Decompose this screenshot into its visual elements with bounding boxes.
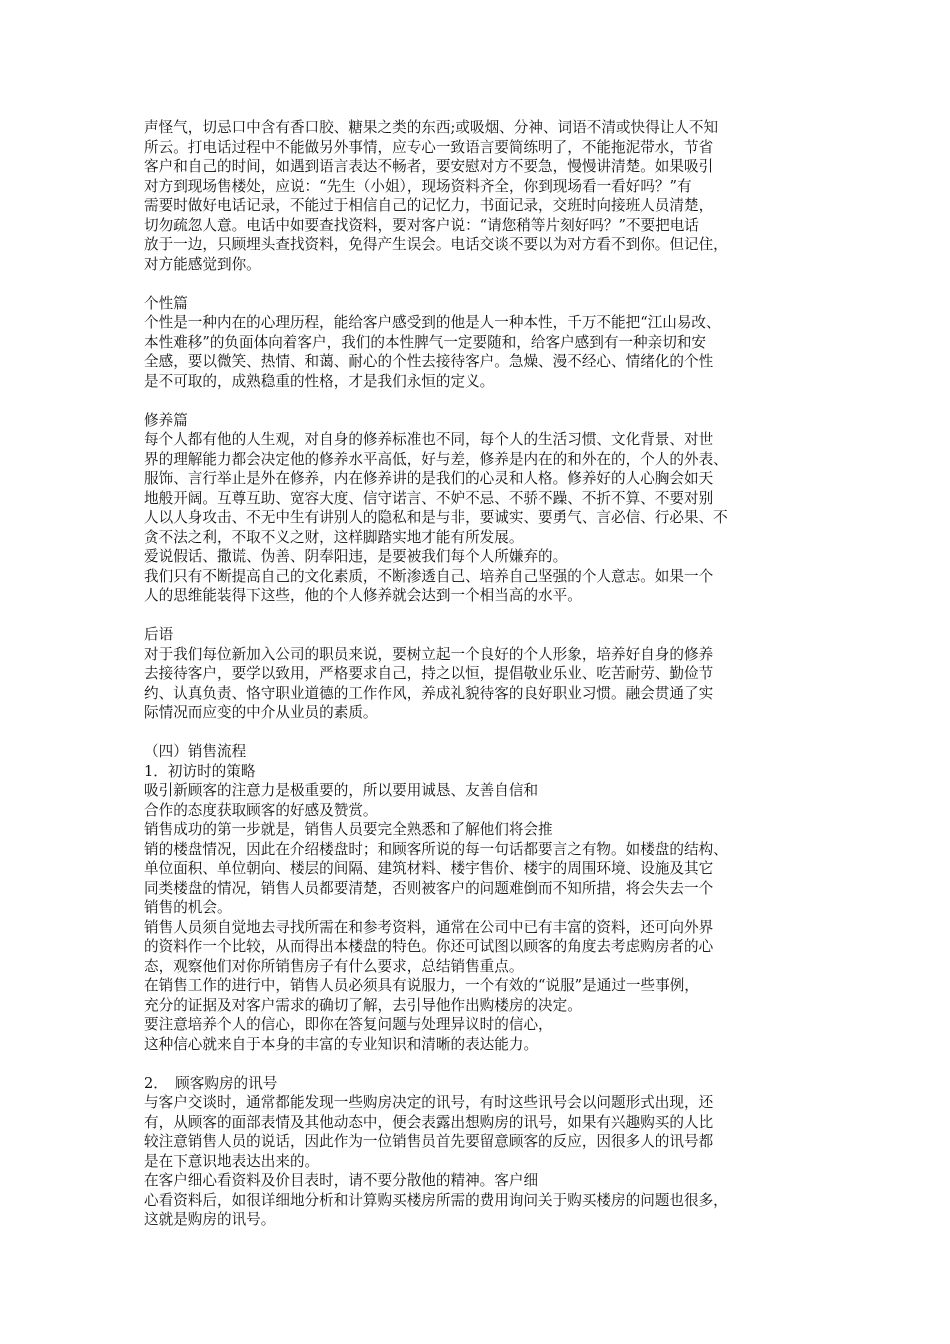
text-line: 吸引新顾客的注意力是极重要的，所以要用诚恳、友善自信和 [144, 782, 539, 799]
text-line: 爱说假话、撒谎、伪善、阴奉阳违，是要被我们每个人所嫌弃的。 [144, 548, 568, 565]
document-page [144, 118, 814, 1230]
text-line: 这就是购房的讯号。 [144, 1211, 276, 1228]
text-line: 声怪气，切忌口中含有香口胶、糖果之类的东西;或吸烟、分神、词语不清或快得让人不知 [144, 119, 719, 136]
subheading-first-visit: 1．初访时的策略 [144, 762, 256, 780]
text-line: 是不可取的，成熟稳重的性格，才是我们永恒的定义。 [144, 372, 495, 390]
text-line: 人以人身攻击、不无中生有讲别人的隐私和是与非，要诚实、要勇气、言必信、行必果、不 [144, 509, 728, 526]
text-line: 销售的机会。 [144, 899, 232, 916]
text-line: 人的思维能装得下这些，他的个人修养就会达到一个相当高的水平。 [144, 587, 582, 604]
section-heading-sales: （四）销售流程 [144, 743, 247, 760]
text-line: 态，观察他们对你所销售房子有什么要求，总结销售重点。 [144, 957, 524, 975]
text-line: 充分的证据及对客户需求的确切了解，去引导他作出购楼房的决定。 [144, 996, 582, 1014]
text-line: 有，从顾客的面部表情及其他动态中，便会表露出想购房的讯号，如果有兴趣购买的人比 [144, 1113, 714, 1131]
paragraph-gap [144, 723, 814, 743]
paragraph-gap [144, 606, 814, 626]
text-line: 的资料作一个比较，从而得出本楼盘的特色。你还可试图以顾客的角度去考虑购房者的心 [144, 938, 714, 955]
text-line: 在销售工作的进行中，销售人员必须具有说服力，一个有效的“说服”是通过一些事例， [144, 977, 699, 994]
text-line: 销售人员须自觉地去寻找所需在和参考资料，通常在公司中已有丰富的资料，还可向外界 [144, 918, 714, 936]
text-line: 贪不法之利，不取不义之财，这样脚踏实地才能有所发展。 [144, 528, 524, 546]
text-line: 放于一边，只顾埋头查找资料，免得产生误会。电话交谈不要以为对方看不到你。但记住， [144, 236, 728, 253]
text-line: 是在下意识地表达出来的。 [144, 1152, 320, 1170]
text-line: 销的楼盘情况，因此在介绍楼盘时；和顾客所说的每一句话都要言之有物。如楼盘的结构、 [144, 840, 728, 858]
text-line: 对方能感觉到你。 [144, 255, 261, 273]
text-line: 合作的态度获取顾客的好感及赞赏。 [144, 801, 378, 819]
text-line: 界的理解能力都会决定他的修养水平高低，好与差，修养是内在的和外在的，个人的外表、 [144, 450, 728, 468]
text-line: 每个人都有他的人生观，对自身的修养标准也不同，每个人的生活习惯、文化背景、对世 [144, 431, 714, 448]
paragraph-gap [144, 391, 814, 411]
text-line: 我们只有不断提高自己的文化素质，不断渗透自己、培养自己坚强的个人意志。如果一个 [144, 567, 714, 585]
text-line: 单位面积、单位朝向、楼层的间隔、建筑材料、楼宇售价、楼宇的周围环境、设施及其它 [144, 860, 714, 877]
cultivation-section [144, 411, 814, 606]
text-line: 所云。打电话过程中不能做另外事情，应专心一致语言要简练明了，不能拖泥带水，节省 [144, 138, 714, 156]
paragraph-gap [144, 274, 814, 294]
paragraph-gap [144, 1054, 814, 1074]
text-line: 地般开阔。互尊互助、宽容大度、信守诺言、不妒不忌、不骄不躁、不折不算、不要对别 [144, 489, 714, 507]
text-line: 要注意培养个人的信心，即你在答复问题与处理异议时的信心， [144, 1016, 553, 1033]
text-line: 服饰、言行举止是外在修养，内在修养讲的是我们的心灵和人格。修养好的人心胸会如天 [144, 470, 714, 487]
text-line: 本性难移”的负面体向着客户，我们的本性脾气一定要随和，给客户感到有一种亲切和安 [144, 333, 707, 351]
text-line: 全感，要以微笑、热情、和蔼、耐心的个性去接待客户。急燥、漫不经心、情绪化的个性 [144, 353, 714, 370]
text-line: 在客户细心看资料及价目表时，请不要分散他的精神。客户细 [144, 1172, 539, 1189]
text-line: 对方到现场售楼处，应说：“先生（小姐），现场资料齐全，你到现场看一看好吗？”有 [144, 177, 692, 195]
text-line: 客户和自己的时间，如遇到语言表达不畅者，要安慰对方不要急，慢慢讲清楚。如果吸引 [144, 158, 714, 175]
sales-process-section [144, 742, 814, 1230]
text-line: 切勿疏忽人意。电话中如要查找资料，要对客户说：“请您稍等片刻好吗？”不要把电话 [144, 216, 699, 234]
section-heading-cultivation: 修养篇 [144, 411, 188, 429]
text-line: 对于我们每位新加入公司的职员来说，要树立起一个良好的个人形象，培养好自身的修养 [144, 645, 714, 663]
text-line: 心看资料后，如很详细地分析和计算购买楼房所需的费用询问关于购买楼房的问题也很多， [144, 1191, 728, 1209]
epilogue-section [144, 625, 814, 723]
section-heading-personality: 个性篇 [144, 294, 188, 312]
text-line: 需要时做好电话记录，不能过于相信自己的记忆力，书面记录，交班时向接班人员清楚， [144, 197, 714, 214]
personality-section [144, 294, 814, 392]
text-line: 这种信心就来自于本身的丰富的专业知识和清晰的表达能力。 [144, 1035, 539, 1053]
text-line: 约、认真负责、恪守职业道德的工作作风，养成礼貌待客的良好职业习惯。融会贯通了实 [144, 684, 714, 702]
text-line: 个性是一种内在的心理历程，能给客户感受到的他是人一种本性，千万不能把“江山易改、 [144, 314, 721, 331]
text-line: 销售成功的第一步就是，销售人员要完全熟悉和了解他们将会推 [144, 821, 553, 838]
text-line: 际情况而应变的中介从业员的素质。 [144, 704, 378, 721]
subheading-purchase-signals: 2． 顾客购房的讯号 [144, 1074, 278, 1092]
intro-paragraph [144, 118, 814, 274]
text-line: 去接待客户，要学以致用，严格要求自己，持之以恒，提倡敬业乐业、吃苦耐劳、勤俭节 [144, 665, 714, 682]
section-heading-epilogue: 后语 [144, 626, 174, 643]
text-line: 与客户交谈时，通常都能发现一些购房决定的讯号，有时这些讯号会以问题形式出现，还 [144, 1094, 714, 1111]
text-line: 同类楼盘的情况，销售人员都要清楚，否则被客户的问题难倒而不知所措，将会失去一个 [144, 879, 714, 897]
text-line: 较注意销售人员的说话，因此作为一位销售员首先要留意顾客的反应，因很多人的讯号都 [144, 1133, 714, 1150]
